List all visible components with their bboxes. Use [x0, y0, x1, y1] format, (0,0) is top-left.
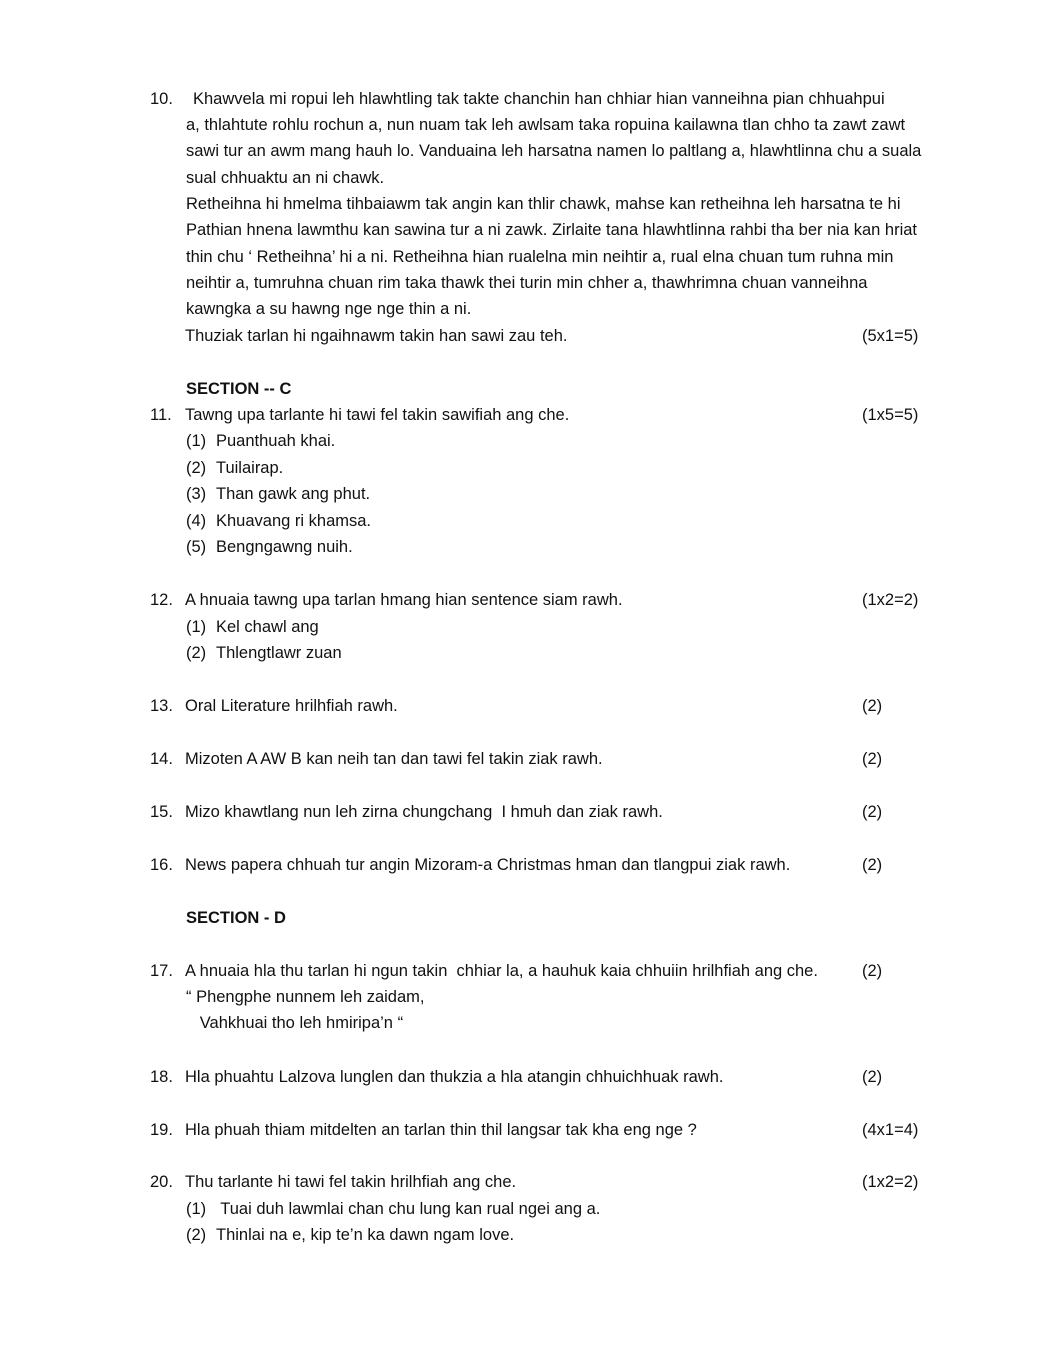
q11-marks: (1x5=5) [862, 406, 919, 424]
q12-option-num: (1) [186, 618, 207, 636]
q19-number: 19. [150, 1121, 173, 1139]
q20-option-text: Tuai duh lawmlai chan chu lung kan rual ngei ang a. [216, 1200, 601, 1218]
q18-line [150, 1064, 1047, 1090]
q17-quote-line-2: Vahkhuai tho leh hmiripa’n “ [186, 1014, 404, 1032]
q12-option [186, 614, 319, 640]
q13-text: Oral Literature hrilhfiah rawh. [185, 697, 398, 715]
q18-marks: (2) [862, 1068, 883, 1086]
q11-option-num: (1) [186, 432, 207, 450]
q13-line [150, 693, 1047, 719]
q20-option-num: (1) [186, 1200, 207, 1218]
q11-line [150, 402, 1047, 428]
q13-number: 13. [150, 697, 173, 715]
section-c-heading: SECTION -- C [186, 380, 292, 398]
q12-marks: (1x2=2) [862, 591, 919, 609]
q11-option-num: (4) [186, 512, 207, 530]
q16-marks: (2) [862, 856, 883, 874]
q11-option [186, 508, 371, 534]
q11-option [186, 534, 353, 560]
q10-para1-first: Khawvela mi ropui leh hlawhtling tak takte chanchin han chhiar hian vanneihna pian chhuahpui [193, 90, 885, 108]
q10-marks: (5x1=5) [862, 327, 919, 345]
q15-text: Mizo khawtlang nun leh zirna chungchang I hmuh dan ziak rawh. [185, 803, 663, 821]
q11-option-num: (2) [186, 459, 207, 477]
q18-text: Hla phuahtu Lalzova lunglen dan thukzia a hla atangin chhuichhuak rawh. [185, 1068, 724, 1086]
q20-option-num: (2) [186, 1226, 207, 1244]
q18-number: 18. [150, 1068, 173, 1086]
q11-text: Tawng upa tarlante hi tawi fel takin sawifiah ang che. [185, 406, 570, 424]
q20-option-text: Thinlai na e, kip te’n ka dawn ngam love. [216, 1226, 515, 1244]
q19-line [150, 1117, 1047, 1143]
q19-marks: (4x1=4) [862, 1121, 919, 1139]
q15-number: 15. [150, 803, 173, 821]
q10-para1-rest: a, thlahtute rohlu rochun a, nun nuam tak leh awlsam taka ropuina kailawna tlan chho ta zawt zawt sawi tur an awm mang hauh lo. Vanduaina leh harsatna namen lo paltlang a, hlawhtlinna chu a suala sual chhuaktu an ni chawk. [186, 116, 922, 187]
q17-line [150, 958, 1047, 984]
q11-option-text: Bengngawng nuih. [216, 538, 353, 556]
q12-option-num: (2) [186, 644, 207, 662]
q14-text: Mizoten A AW B kan neih tan dan tawi fel takin ziak rawh. [185, 750, 603, 768]
q10-para2: Retheihna hi hmelma tihbaiawm tak angin kan thlir chawk, mahse kan retheihna leh harsatna te hi Pathian hnena lawmthu kan sawina tur a ni zawk. Zirlaite tana hlawhtlinna rahbi tha ber nia kan hriat thin chu ‘ Retheihna’ hi a ni. Retheihna hian rualelna min neihtir a, rual elna chuan tum ruhna min neihtir a, tumruhna chuan rim taka thawk thei turin min chher a, thawhrimna chuan vanneihna kawngka a su hawng nge nge thin a ni. [186, 195, 918, 319]
q10-first-line [150, 86, 1047, 112]
q11-number: 11. [150, 406, 172, 424]
q20-line [150, 1169, 1047, 1195]
q11-option-text: Khuavang ri khamsa. [216, 512, 372, 530]
q11-option [186, 428, 335, 454]
q15-line [150, 799, 1047, 825]
q12-option-text: Thlengtlawr zuan [216, 644, 342, 662]
q20-marks: (1x2=2) [862, 1173, 919, 1191]
q12-option-text: Kel chawl ang [216, 618, 319, 636]
q20-option [186, 1196, 600, 1222]
q20-text: Thu tarlante hi tawi fel takin hrilhfiah ang che. [185, 1173, 517, 1191]
q20-option [186, 1222, 514, 1248]
q12-number: 12. [150, 591, 173, 609]
q16-line [150, 852, 1047, 878]
q12-line [150, 587, 1047, 613]
q17-number: 17. [150, 962, 173, 980]
q11-option [186, 481, 370, 507]
q16-text: News papera chhuah tur angin Mizoram-a Christmas hman dan tlangpui ziak rawh. [185, 856, 791, 874]
q13-marks: (2) [862, 697, 883, 715]
q12-option [186, 640, 342, 666]
q12-text: A hnuaia tawng upa tarlan hmang hian sentence siam rawh. [185, 591, 623, 609]
q11-option-num: (5) [186, 538, 207, 556]
q14-line [150, 746, 1047, 772]
q11-option [186, 455, 283, 481]
q11-option-num: (3) [186, 485, 207, 503]
q16-number: 16. [150, 856, 173, 874]
q11-option-text: Tuilairap. [216, 459, 284, 477]
q17-marks: (2) [862, 962, 883, 980]
q20-number: 20. [150, 1173, 173, 1191]
section-d-heading: SECTION - D [186, 909, 286, 927]
q11-option-text: Puanthuah khai. [216, 432, 336, 450]
q17-quote-line-1: “ Phengphe nunnem leh zaidam, [186, 988, 425, 1006]
q14-number: 14. [150, 750, 173, 768]
q19-text: Hla phuah thiam mitdelten an tarlan thin thil langsar tak kha eng nge ? [185, 1121, 697, 1139]
q10-number: 10. [150, 90, 173, 108]
q15-marks: (2) [862, 803, 883, 821]
q17-text: A hnuaia hla thu tarlan hi ngun takin chhiar la, a hauhuk kaia chhuiin hrilhfiah ang che. [185, 962, 818, 980]
q10-instruction: Thuziak tarlan hi ngaihnawm takin han sawi zau teh. [185, 327, 568, 345]
q14-marks: (2) [862, 750, 883, 768]
q10-instruction-line [150, 323, 1047, 349]
q11-option-text: Than gawk ang phut. [216, 485, 371, 503]
